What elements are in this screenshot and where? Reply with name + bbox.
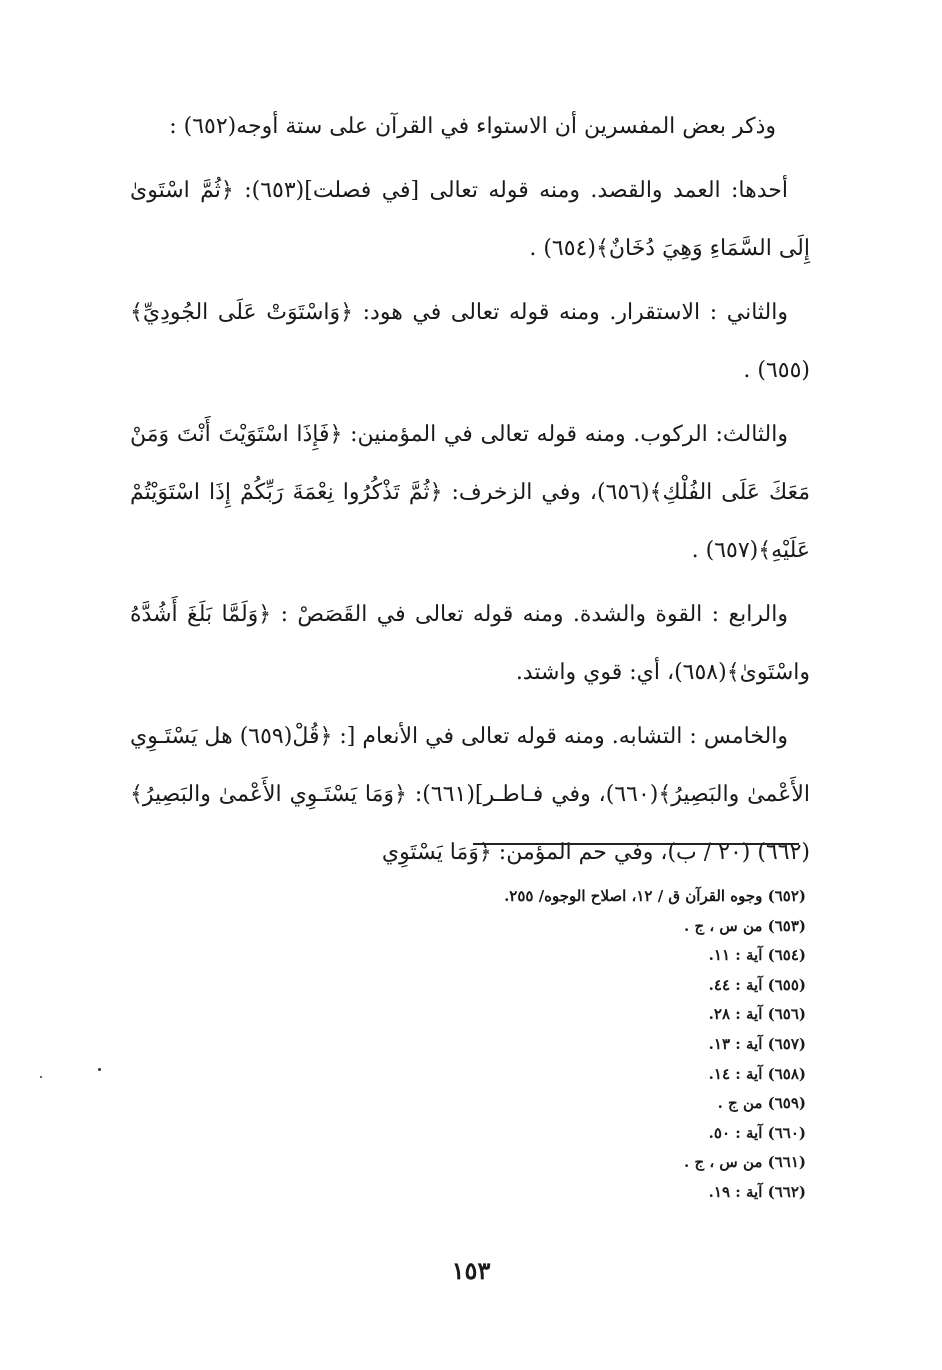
paragraph-fifth-meaning: والخامس : التشابه. ومنه قوله تعالى في الأنعام [: ﴿قُلْ(٦٥٩) هل يَسْتَـوِي الأَعْمىٰ والبَصِيرُ﴾(٦٦٠)، وفي فـاطـر](٦٦١): ﴿وَمَا يَسْتَـوِي الأَعْمىٰ والبَصِيرُ﴾(٦٦٢) (٢٠ / ب)، وفي حم المؤمن: ﴿وَمَا يَسْتَوِي [130, 724, 810, 865]
footnote-657: (٦٥٧) آية : ١٣. [708, 1034, 806, 1053]
paragraph-fourth-meaning: والرابع : القوة والشدة. ومنه قوله تعالى في القَصَصْ : ﴿وَلَمَّا بَلَغَ أَشُدَّهُ واسْتَوىٰ﴾(٦٥٨)، أي: قوي واشتد. [130, 602, 810, 685]
footnote-654: (٦٥٤) آية : ١١. [708, 946, 806, 965]
main-text [130, 98, 810, 888]
footnote-653: (٦٥٣) من س ، ج . [684, 916, 806, 935]
footnote-656: (٦٥٦) آية : ٢٨. [708, 1005, 806, 1024]
paragraph-second-meaning: والثاني : الاستقرار. ومنه قوله تعالى في هود: ﴿وَاسْتَوَتْ عَلَى الجُودِيِّ﴾(٦٥٥) . [130, 300, 810, 383]
footnote-662: (٦٦٢) آية : ١٩. [708, 1182, 806, 1201]
footnote-divider [473, 843, 799, 845]
paragraph-first-meaning: أحدها: العمد والقصد. ومنه قوله تعالى [في فصلت](٦٥٣): ﴿ثُمَّ اسْتَوىٰ إِلَى السَّمَاءِ وَهِيَ دُخَانٌ﴾(٦٥٤) . [130, 178, 810, 261]
paragraph-intro: وذكر بعض المفسرين أن الاستواء في القرآن على ستة أوجه(٦٥٢) : [169, 114, 776, 139]
footnote-659: (٦٥٩) من ج . [717, 1094, 806, 1113]
footnote-660: (٦٦٠) آية : ٥٠. [708, 1123, 806, 1142]
footnote-658: (٦٥٨) آية : ١٤. [708, 1064, 806, 1083]
footnote-652: (٦٥٢) وجوه القرآن ق / ١٢، اصلاح الوجوه/ ٢٥٥. [504, 887, 806, 905]
footnotes [386, 882, 806, 1208]
page-number: ١٥٣ [451, 1256, 491, 1285]
scan-speck [40, 1076, 42, 1078]
scan-speck [98, 1068, 101, 1071]
footnote-655: (٦٥٥) آية : ٤٤. [708, 975, 806, 994]
footnote-661: (٦٦١) من س ، ج . [684, 1153, 806, 1172]
paragraph-third-meaning: والثالث: الركوب. ومنه قوله تعالى في المؤمنين: ﴿فَإِذَا اسْتَوَيْتَ أَنْتَ وَمَنْ مَعَكَ عَلَى الفُلْكِ﴾(٦٥٦)، وفي الزخرف: ﴿ثُمَّ تَذْكُرُوا نِعْمَةَ رَبِّكُمْ إِذَا اسْتَوَيْتُمْ عَلَيْهِ﴾(٦٥٧) . [130, 422, 810, 563]
